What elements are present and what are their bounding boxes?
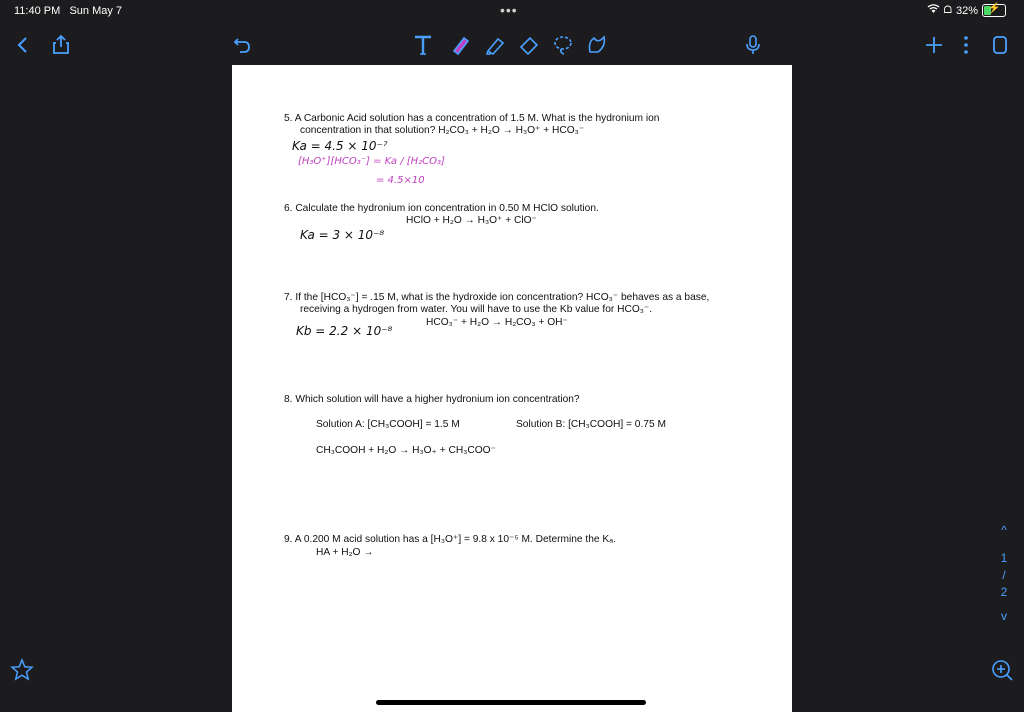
q6-line1: 6. Calculate the hydronium ion concentration in 0.50 M HClO solution.: [284, 203, 599, 214]
status-time: 11:40 PM Sun May 7: [14, 5, 123, 17]
status-right: [927, 4, 1006, 17]
pages-icon[interactable]: [987, 32, 1013, 58]
q5-handwriting-ka: Ka = 4.5 × 10⁻⁷: [292, 139, 388, 153]
more-icon[interactable]: [953, 32, 979, 58]
home-indicator[interactable]: [376, 700, 646, 705]
q5-line1: 5. A Carbonic Acid solution has a concentration of 1.5 M. What is the hydronium ion: [284, 113, 660, 124]
wifi-icon: [927, 4, 940, 17]
q9-equation: HA + H₂O →: [316, 547, 374, 558]
q7-equation: HCO₃⁻ + H₂O → H₂CO₃ + OH⁻: [426, 317, 568, 328]
toolbar: [0, 24, 1024, 64]
lasso-icon[interactable]: [550, 32, 576, 58]
pen-icon[interactable]: [447, 32, 473, 58]
microphone-icon[interactable]: [740, 32, 766, 58]
q9-line1: 9. A 0.200 M acid solution has a [H₃O⁺] = 9.8 x 10⁻⁵ M. Determine the Kₐ.: [284, 534, 616, 545]
total-pages: 2: [1000, 585, 1008, 599]
text-tool-icon[interactable]: [410, 32, 436, 58]
q6-handwriting-ka: Ka = 3 × 10⁻⁸: [300, 228, 385, 242]
shapes-icon[interactable]: [584, 32, 610, 58]
hotspot-icon: ᗝ: [943, 5, 952, 16]
multitasking-dots[interactable]: •••: [500, 2, 518, 18]
q8-equation: CH₃COOH + H₂O → H₃O₊ + CH₃COO⁻: [316, 445, 496, 456]
q7-line2: receiving a hydrogen from water. You will have to use the Kb value for HCO₃⁻.: [300, 304, 653, 315]
highlighter-icon[interactable]: [482, 32, 508, 58]
q8-line1: 8. Which solution will have a higher hydronium ion concentration?: [284, 394, 580, 405]
status-bar: [0, 0, 1024, 22]
share-icon[interactable]: [48, 32, 74, 58]
eraser-icon[interactable]: [516, 32, 542, 58]
q6-equation: HClO + H₂O → H₃O⁺ + ClO⁻: [406, 215, 537, 226]
q5-handwriting-expression: [H₃O⁺][HCO₃⁻] = Ka / [H₂CO₃]: [298, 156, 445, 167]
q5-handwriting-result: = 4.5×10: [376, 175, 425, 186]
q8-solution-a: Solution A: [CH₃COOH] = 1.5 M: [316, 419, 460, 430]
battery-icon: ⚡: [982, 4, 1006, 17]
q8-solution-b: Solution B: [CH₃COOH] = 0.75 M: [516, 419, 666, 430]
q5-line2: concentration in that solution? H₂CO₃ + H₂O → H₃O⁺ + HCO₃⁻: [300, 125, 585, 136]
page-down-icon[interactable]: v: [1001, 609, 1007, 623]
star-icon[interactable]: [10, 658, 34, 682]
page-separator: /: [1002, 568, 1006, 582]
q7-line1: 7. If the [HCO₃⁻] = .15 M, what is the hydroxide ion concentration? HCO₃⁻ behaves as a base,: [284, 292, 710, 303]
battery-percent: 32%: [955, 4, 978, 17]
page-up-icon[interactable]: ^: [1001, 523, 1007, 537]
zoom-in-icon[interactable]: [990, 658, 1014, 682]
add-icon[interactable]: [921, 32, 947, 58]
back-icon[interactable]: [10, 32, 36, 58]
current-page: 1: [1000, 551, 1008, 565]
document-page[interactable]: [232, 65, 792, 712]
page-navigator: [990, 520, 1018, 630]
undo-icon[interactable]: [229, 32, 255, 58]
q7-handwriting-kb: Kb = 2.2 × 10⁻⁸: [296, 324, 393, 338]
